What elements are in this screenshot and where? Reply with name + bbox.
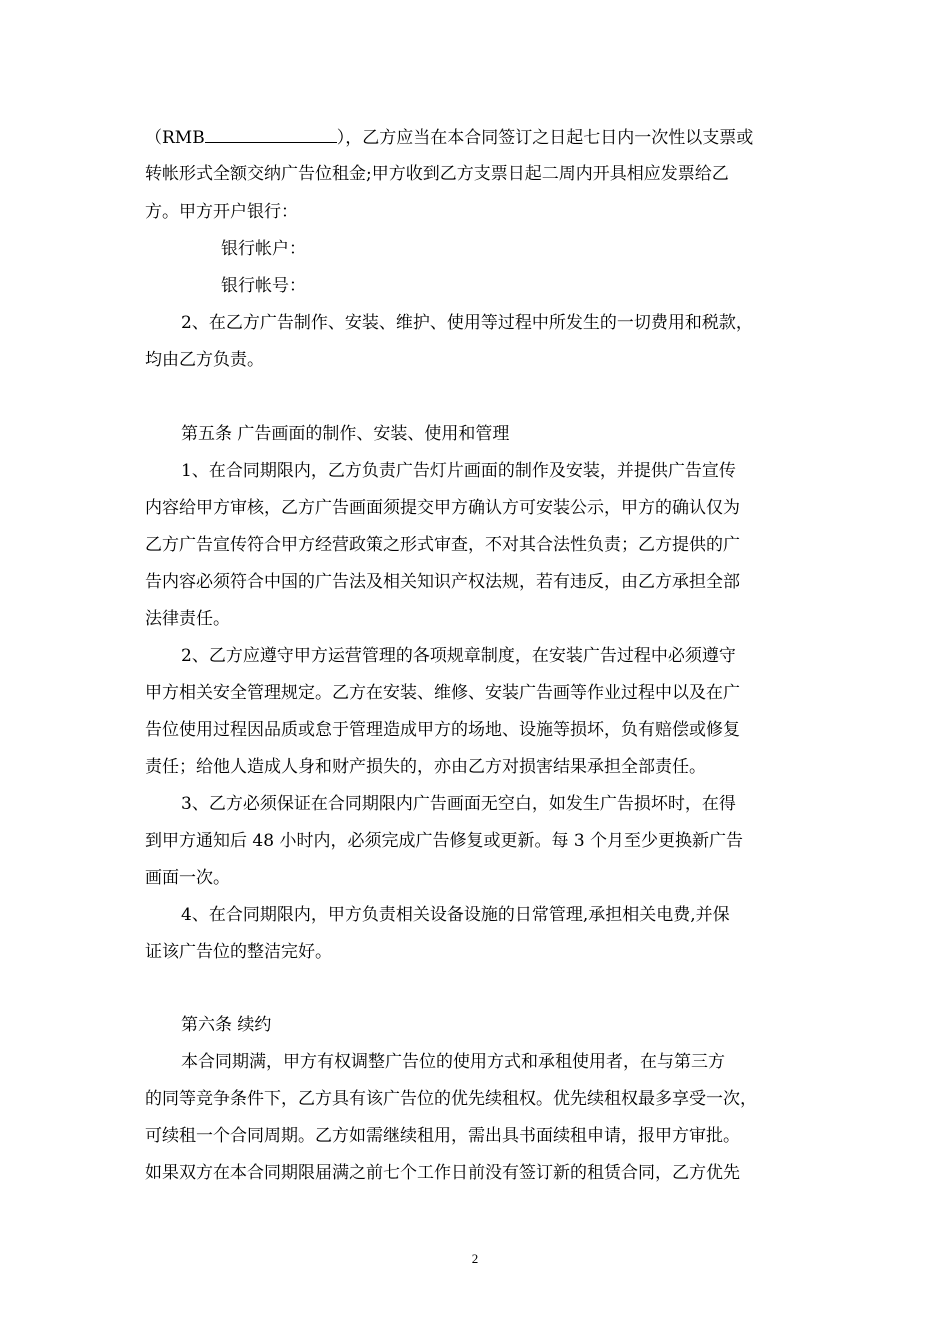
text-line — [145, 126, 753, 148]
text-line: 如果双方在本合同期限届满之前七个工作日前没有签订新的租赁合同，乙方优先 — [145, 1163, 740, 1183]
text-line: 证该广告位的整洁完好。 — [145, 942, 332, 962]
bank-account-label: 银行帐户： — [221, 239, 306, 259]
text-line: 画面一次。 — [145, 868, 230, 888]
text-line: 责任；给他人造成人身和财产损失的，亦由乙方对损害结果承担全部责任。 — [145, 757, 706, 777]
text-line: 本合同期满，甲方有权调整广告位的使用方式和承租使用者，在与第三方 — [181, 1052, 725, 1072]
text-line: 告内容必须符合中国的广告法及相关知识产权法规，若有违反，由乙方承担全部 — [145, 572, 740, 592]
bank-account-number-label: 银行帐号： — [221, 276, 306, 296]
amount-blank — [205, 126, 337, 143]
text-line: 内容给甲方审核，乙方广告画面须提交甲方确认方可安装公示，甲方的确认仅为 — [145, 498, 740, 518]
text-line: 2、乙方应遵守甲方运营管理的各项规章制度，在安装广告过程中必须遵守 — [181, 646, 736, 666]
text-line: 均由乙方负责。 — [145, 350, 264, 370]
text-line: 告位使用过程因品质或怠于管理造成甲方的场地、设施等损坏，负有赔偿或修复 — [145, 720, 740, 740]
text-line: 的同等竞争条件下，乙方具有该广告位的优先续租权。优先续租权最多享受一次， — [145, 1089, 757, 1109]
text-line: 2、在乙方广告制作、安装、维护、使用等过程中所发生的一切费用和税款， — [181, 313, 753, 333]
text-line: 方。甲方开户银行： — [145, 202, 298, 222]
text-line: 法律责任。 — [145, 609, 230, 629]
text-line: 到甲方通知后 48 小时内，必须完成广告修复或更新。每 3 个月至少更换新广告 — [145, 831, 744, 851]
section-heading-6: 第六条 续约 — [181, 1015, 272, 1035]
page-number: 2 — [471, 1251, 479, 1266]
text-line: 4、在合同期限内，甲方负责相关设备设施的日常管理,承担相关电费,并保 — [181, 905, 730, 925]
payment-clause-text: ），乙方应当在本合同签订之日起七日内一次性以支票或 — [336, 128, 754, 148]
text-line: 可续租一个合同周期。乙方如需继续租用，需出具书面续租申请，报甲方审批。 — [145, 1126, 740, 1146]
text-line: 转帐形式全额交纳广告位租金;甲方收到乙方支票日起二周内开具相应发票给乙 — [145, 164, 729, 184]
text-line: 甲方相关安全管理规定。乙方在安装、维修、安装广告画等作业过程中以及在广 — [145, 683, 740, 703]
text-line: 乙方广告宣传符合甲方经营政策之形式审查，不对其合法性负责；乙方提供的广 — [145, 535, 740, 555]
section-heading-5: 第五条 广告画面的制作、安装、使用和管理 — [181, 424, 510, 444]
currency-prefix: （RMB — [145, 128, 205, 148]
text-line: 1、在合同期限内，乙方负责广告灯片画面的制作及安装，并提供广告宣传 — [181, 461, 736, 481]
text-line: 3、乙方必须保证在合同期限内广告画面无空白，如发生广告损坏时，在得 — [181, 794, 736, 814]
